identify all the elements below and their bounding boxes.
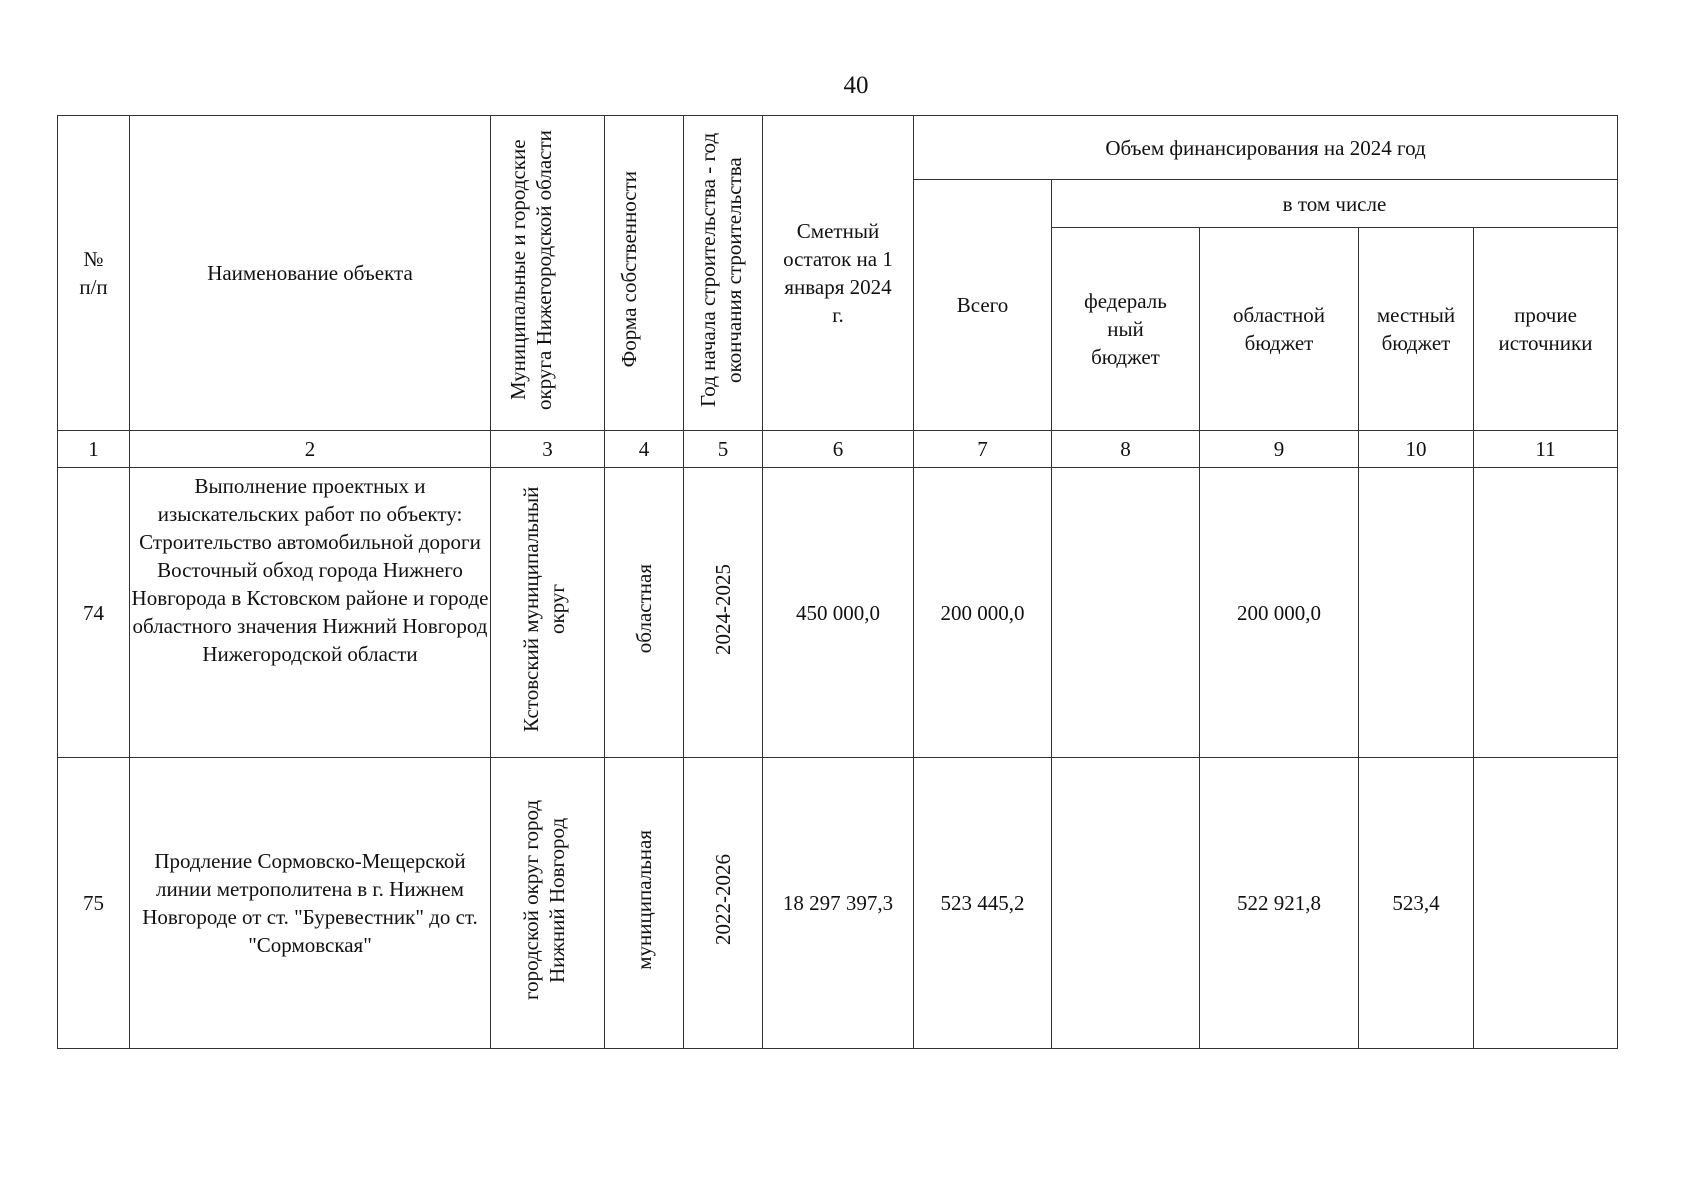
row-total: 523 445,2 (914, 758, 1052, 1049)
column-number: 1 (58, 431, 130, 468)
header-municipality: Муниципальные и городские округа Нижегородской области (491, 116, 605, 431)
header-ownership: Форма собственности (605, 116, 684, 431)
row-other (1474, 758, 1618, 1049)
row-federal (1052, 468, 1200, 758)
row-name: Продление Сормовско-Мещерской линии метрополитена в г. Нижнем Новгороде от ст. "Буревестник" до ст. "Сормовская" (130, 758, 491, 1049)
row-years: 2022-2026 (684, 758, 763, 1049)
row-regional: 522 921,8 (1200, 758, 1359, 1049)
column-number: 10 (1359, 431, 1474, 468)
row-local: 523,4 (1359, 758, 1474, 1049)
header-years: Год начала строительства - год окончания строительства (684, 116, 763, 431)
row-num: 74 (58, 468, 130, 758)
table-row (58, 468, 1618, 758)
row-ownership: областная (605, 468, 684, 758)
header-including: в том числе (1052, 180, 1618, 228)
row-municipality: городской округ город Нижний Новгород (491, 758, 605, 1049)
row-ownership: муниципальная (605, 758, 684, 1049)
column-number: 2 (130, 431, 491, 468)
table-row (58, 758, 1618, 1049)
header-num: № п/п (58, 116, 130, 431)
row-regional: 200 000,0 (1200, 468, 1359, 758)
page-number: 40 (843, 72, 869, 99)
column-number: 4 (605, 431, 684, 468)
column-number: 6 (763, 431, 914, 468)
row-name: Выполнение проектных и изыскательских работ по объекту: Строительство автомобильной дороги Восточный обход города Нижнего Новгорода в Кстовском районе и городе областного значения Нижний Новгород Нижегородской области (130, 468, 491, 758)
row-estimate: 450 000,0 (763, 468, 914, 758)
row-num: 75 (58, 758, 130, 1049)
header-federal: федераль ный бюджет (1052, 228, 1200, 431)
column-number: 5 (684, 431, 763, 468)
row-years: 2024-2025 (684, 468, 763, 758)
header-regional: областной бюджет (1200, 228, 1359, 431)
header-funding-group: Объем финансирования на 2024 год (914, 116, 1618, 180)
header-estimate: Сметный остаток на 1 января 2024 г. (763, 116, 914, 431)
row-total: 200 000,0 (914, 468, 1052, 758)
header-local: местный бюджет (1359, 228, 1474, 431)
row-other (1474, 468, 1618, 758)
column-number: 3 (491, 431, 605, 468)
funding-table (57, 115, 1618, 1049)
column-number: 7 (914, 431, 1052, 468)
header-row-1 (58, 116, 1618, 180)
column-number: 8 (1052, 431, 1200, 468)
header-total: Всего (914, 180, 1052, 431)
row-estimate: 18 297 397,3 (763, 758, 914, 1049)
row-federal (1052, 758, 1200, 1049)
column-number-row (58, 431, 1618, 468)
column-number: 9 (1200, 431, 1359, 468)
column-number: 11 (1474, 431, 1618, 468)
header-name: Наименование объекта (130, 116, 491, 431)
row-municipality: Кстовский муниципальный округ (491, 468, 605, 758)
row-local (1359, 468, 1474, 758)
header-other: прочие источники (1474, 228, 1618, 431)
